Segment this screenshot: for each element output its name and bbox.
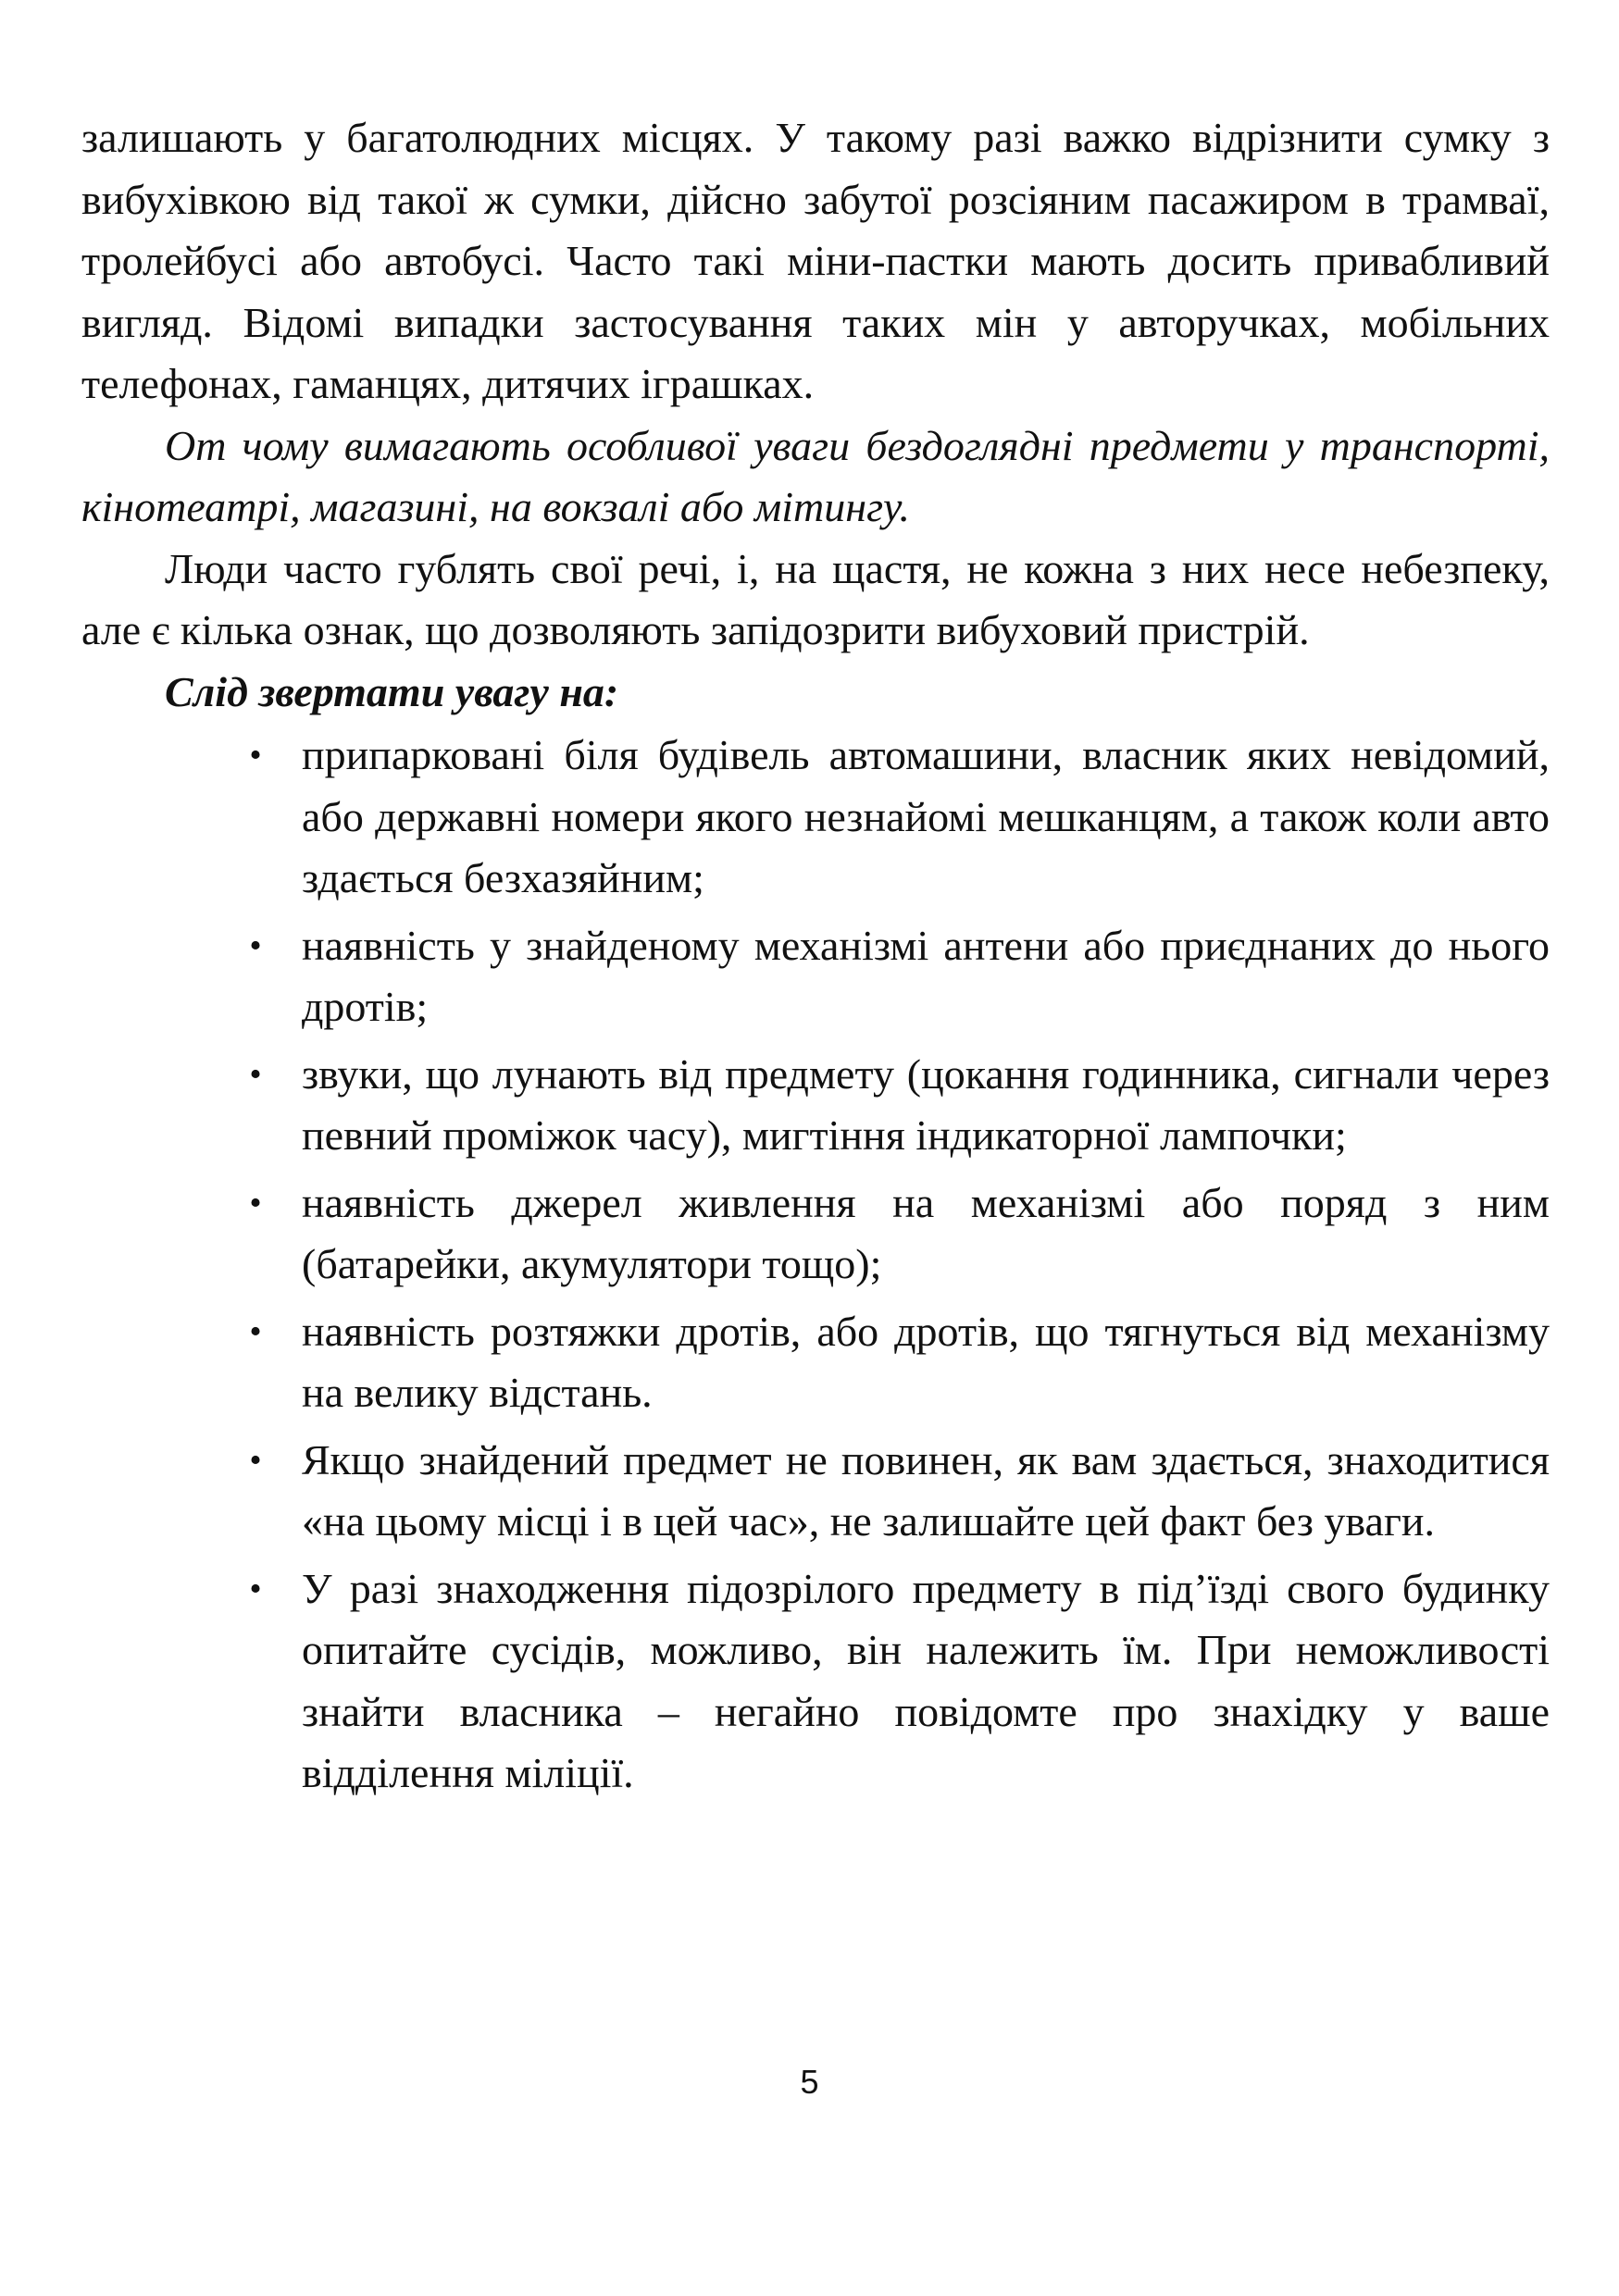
list-item [81, 1044, 1550, 1167]
paragraph-signs: Люди часто гублять свої речі, і, на щастя, не кожна з них несе небезпеку, але є кілька ознак, що дозволяють запідозрити вибуховий пристрій. [81, 544, 1550, 653]
list-item-text: Якщо знайдений предмет не повинен, як вам здається, знаходитися «на цьому місці і в цей час», не залишайте цей факт без уваги. [302, 1435, 1550, 1545]
list-item [81, 1173, 1550, 1296]
list-item-text: У разі знаходження підозрілого предмету в під’їзді свого будинку опитайте сусідів, можливо, він належить їм. При неможливості знайти власника – негайно повідомте про знахідку у ваше відділення міліції. [302, 1564, 1550, 1796]
bullet-icon: • [249, 736, 262, 775]
list-item-text: наявність розтяжки дротів, або дротів, що тягнуться від механізму на велику відстань. [302, 1307, 1550, 1416]
bullet-icon: • [249, 1569, 262, 1608]
list-item-text: звуки, що лунають від предмету (цокання годинника, сигнали через певний проміжок часу), мигтіння індикаторної лампочки; [302, 1049, 1550, 1159]
bullet-icon: • [249, 925, 262, 965]
paragraph-intro: залишають у багатолюдних місцях. У такому разі важко відрізнити сумку з вибухівкою від такої ж сумки, дійсно забутої розсіяним пасажиром в трамваї, тролейбусі або автобусі. Часто такі міни-пастки мають досить привабливий вигляд. Відомі випадки застосування таких мін у авторучках, мобільних телефонах, гаманцях, дитячих іграшках. [81, 114, 1550, 407]
list-item-text: наявність джерел живлення на механізмі або поряд з ним (батарейки, акумулятори тощо); [302, 1178, 1550, 1287]
list-item [81, 1558, 1550, 1805]
section-heading: Слід звертати увагу на: [165, 667, 619, 715]
warning-signs-list [81, 725, 1550, 1805]
bullet-icon: • [249, 1183, 262, 1222]
list-item [81, 1301, 1550, 1424]
page-number: 5 [800, 2063, 819, 2101]
list-item-text: припарковані біля будівель автомашини, власник яких невідомий, або державні номери якого незнайомі мешканцям, а також коли авто здається безхазяйним; [302, 731, 1550, 901]
paragraph-emphasis: От чому вимагають особливої уваги бездоглядні предмети у транспорті, кінотеатрі, магазині, на вокзалі або мітингу. [81, 421, 1550, 530]
bullet-icon: • [249, 1440, 262, 1480]
list-item [81, 725, 1550, 910]
document-page [81, 107, 1550, 1810]
bullet-icon: • [249, 1054, 262, 1094]
list-item [81, 915, 1550, 1038]
list-item-text: наявність у знайденому механізмі антени або приєднаних до нього дротів; [302, 921, 1550, 1030]
list-item [81, 1430, 1550, 1553]
bullet-icon: • [249, 1311, 262, 1351]
